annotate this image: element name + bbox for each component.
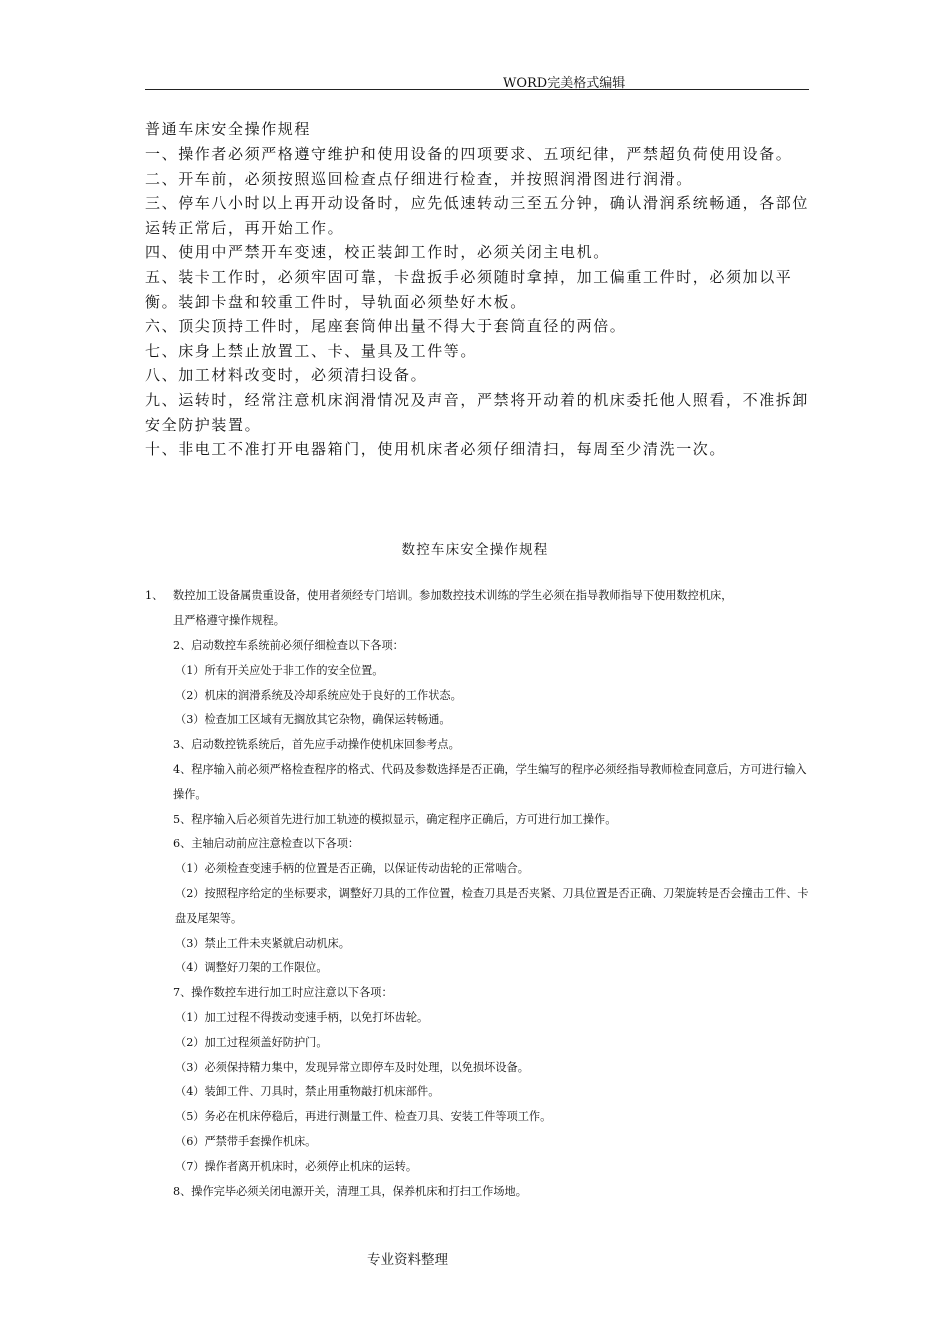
section2-title: 数控车床安全操作规程	[401, 542, 549, 558]
list-item: 七、床身上禁止放置工、卡、量具及工件等。	[145, 341, 478, 360]
list-item: 5、程序输入后必须首先进行加工轨迹的模拟显示，确定程序正确后，方可进行加工操作。	[173, 812, 617, 826]
list-item: 九、运转时，经常注意机床润滑情况及声音，严禁将开动着的机床委托他人照看，不准拆卸安全防护装置。	[145, 390, 810, 434]
list-item: 7、操作数控车进行加工时应注意以下各项：	[173, 986, 393, 1000]
list-item: 四、使用中严禁开车变速，校正装卸工作时，必须关闭主电机。	[145, 243, 610, 262]
list-item: （7）操作者离开机床时，必须停止机床的运转。	[175, 1159, 418, 1173]
list-item: （1）加工过程不得拨动变速手柄，以免打坏齿轮。	[175, 1010, 429, 1024]
list-item: 八、加工材料改变时，必须清扫设备。	[145, 366, 428, 385]
item-text: 数控加工设备属贵重设备，使用者须经专门培训。参加数控技术训练的学生必须在指导教师指导下使用数控机床，	[173, 589, 733, 602]
list-item: （4）调整好刀架的工作限位。	[175, 961, 328, 975]
header-text: WORD完美格式编辑	[503, 76, 626, 91]
page-header	[145, 70, 809, 90]
list-item: 二、开车前，必须按照巡回检查点仔细进行检查，并按照润滑图进行润滑。	[145, 169, 693, 188]
list-item: 8、操作完毕必须关闭电源开关，清理工具，保养机床和打扫工作场地。	[173, 1184, 527, 1198]
list-item: 五、装卡工作时，必须牢固可靠，卡盘扳手必须随时拿掉，加工偏重工件时，必须加以平衡。装卸卡盘和较重工件时，导轨面必须垫好木板。	[145, 267, 793, 311]
list-item: 6、主轴启动前应注意检查以下各项：	[173, 837, 360, 851]
list-item: （2）按照程序给定的坐标要求，调整好刀具的工作位置，检查刀具是否夹紧、刀具位置是否正确、刀架旋转是否会撞击工件、卡盘及尾架等。	[175, 886, 809, 925]
item-text-continued: 且严格遵守操作规程。	[173, 613, 285, 627]
list-item: （2）加工过程须盖好防护门。	[175, 1035, 328, 1049]
list-item: （1）必须检查变速手柄的位置是否正确，以保证传动齿轮的正常啮合。	[175, 862, 529, 876]
list-item: （4）装卸工件、刀具时，禁止用重物敲打机床部件。	[175, 1085, 440, 1099]
list-item: （1）所有开关应处于非工作的安全位置。	[175, 663, 384, 677]
page-footer: 专业资料整理	[367, 1252, 448, 1268]
list-item: （6）严禁带手套操作机床。	[175, 1134, 317, 1148]
list-item: 2、启动数控车系统前必须仔细检查以下各项：	[173, 639, 404, 652]
list-item: 六、顶尖顶持工件时，尾座套筒伸出量不得大于套筒直径的两倍。	[145, 317, 627, 336]
list-item: （3）禁止工件未夹紧就启动机床。	[175, 936, 350, 950]
list-item: 十、非电工不准打开电器箱门，使用机床者必须仔细清扫，每周至少清洗一次。	[145, 440, 727, 459]
list-item: 3、启动数控铣系统后，首先应手动操作使机床回参考点。	[173, 738, 460, 752]
section2-list	[173, 634, 813, 1204]
list-item: （5）务必在机床停稳后，再进行测量工件、检查刀具、安装工件等项工作。	[175, 1110, 552, 1124]
list-item: 4、程序输入前必须严格检查程序的格式、代码及参数选择是否正确，学生编写的程序必须经指导教师检查同意后，方可进行输入操作。	[173, 762, 807, 801]
list-item: 一、操作者必须严格遵守维护和使用设备的四项要求、五项纪律，严禁超负荷使用设备。	[145, 145, 793, 163]
item-number: 1、	[145, 589, 164, 602]
list-item: （2）机床的润滑系统及冷却系统应处于良好的工作状态。	[175, 688, 462, 702]
section1-title: 普通车床安全操作规程	[145, 120, 312, 138]
list-item: 三、停车八小时以上再开动设备时，应先低速转动三至五分钟，确认滑润系统畅通，各部位运转正常后，再开始工作。	[145, 194, 810, 237]
list-item: （3）检查加工区域有无搁放其它杂物，确保运转畅通。	[175, 713, 451, 727]
section1-list	[145, 142, 813, 462]
list-item: （3）必须保持精力集中，发现异常立即停车及时处理，以免损坏设备。	[175, 1060, 529, 1074]
section2-item-1	[145, 584, 813, 634]
